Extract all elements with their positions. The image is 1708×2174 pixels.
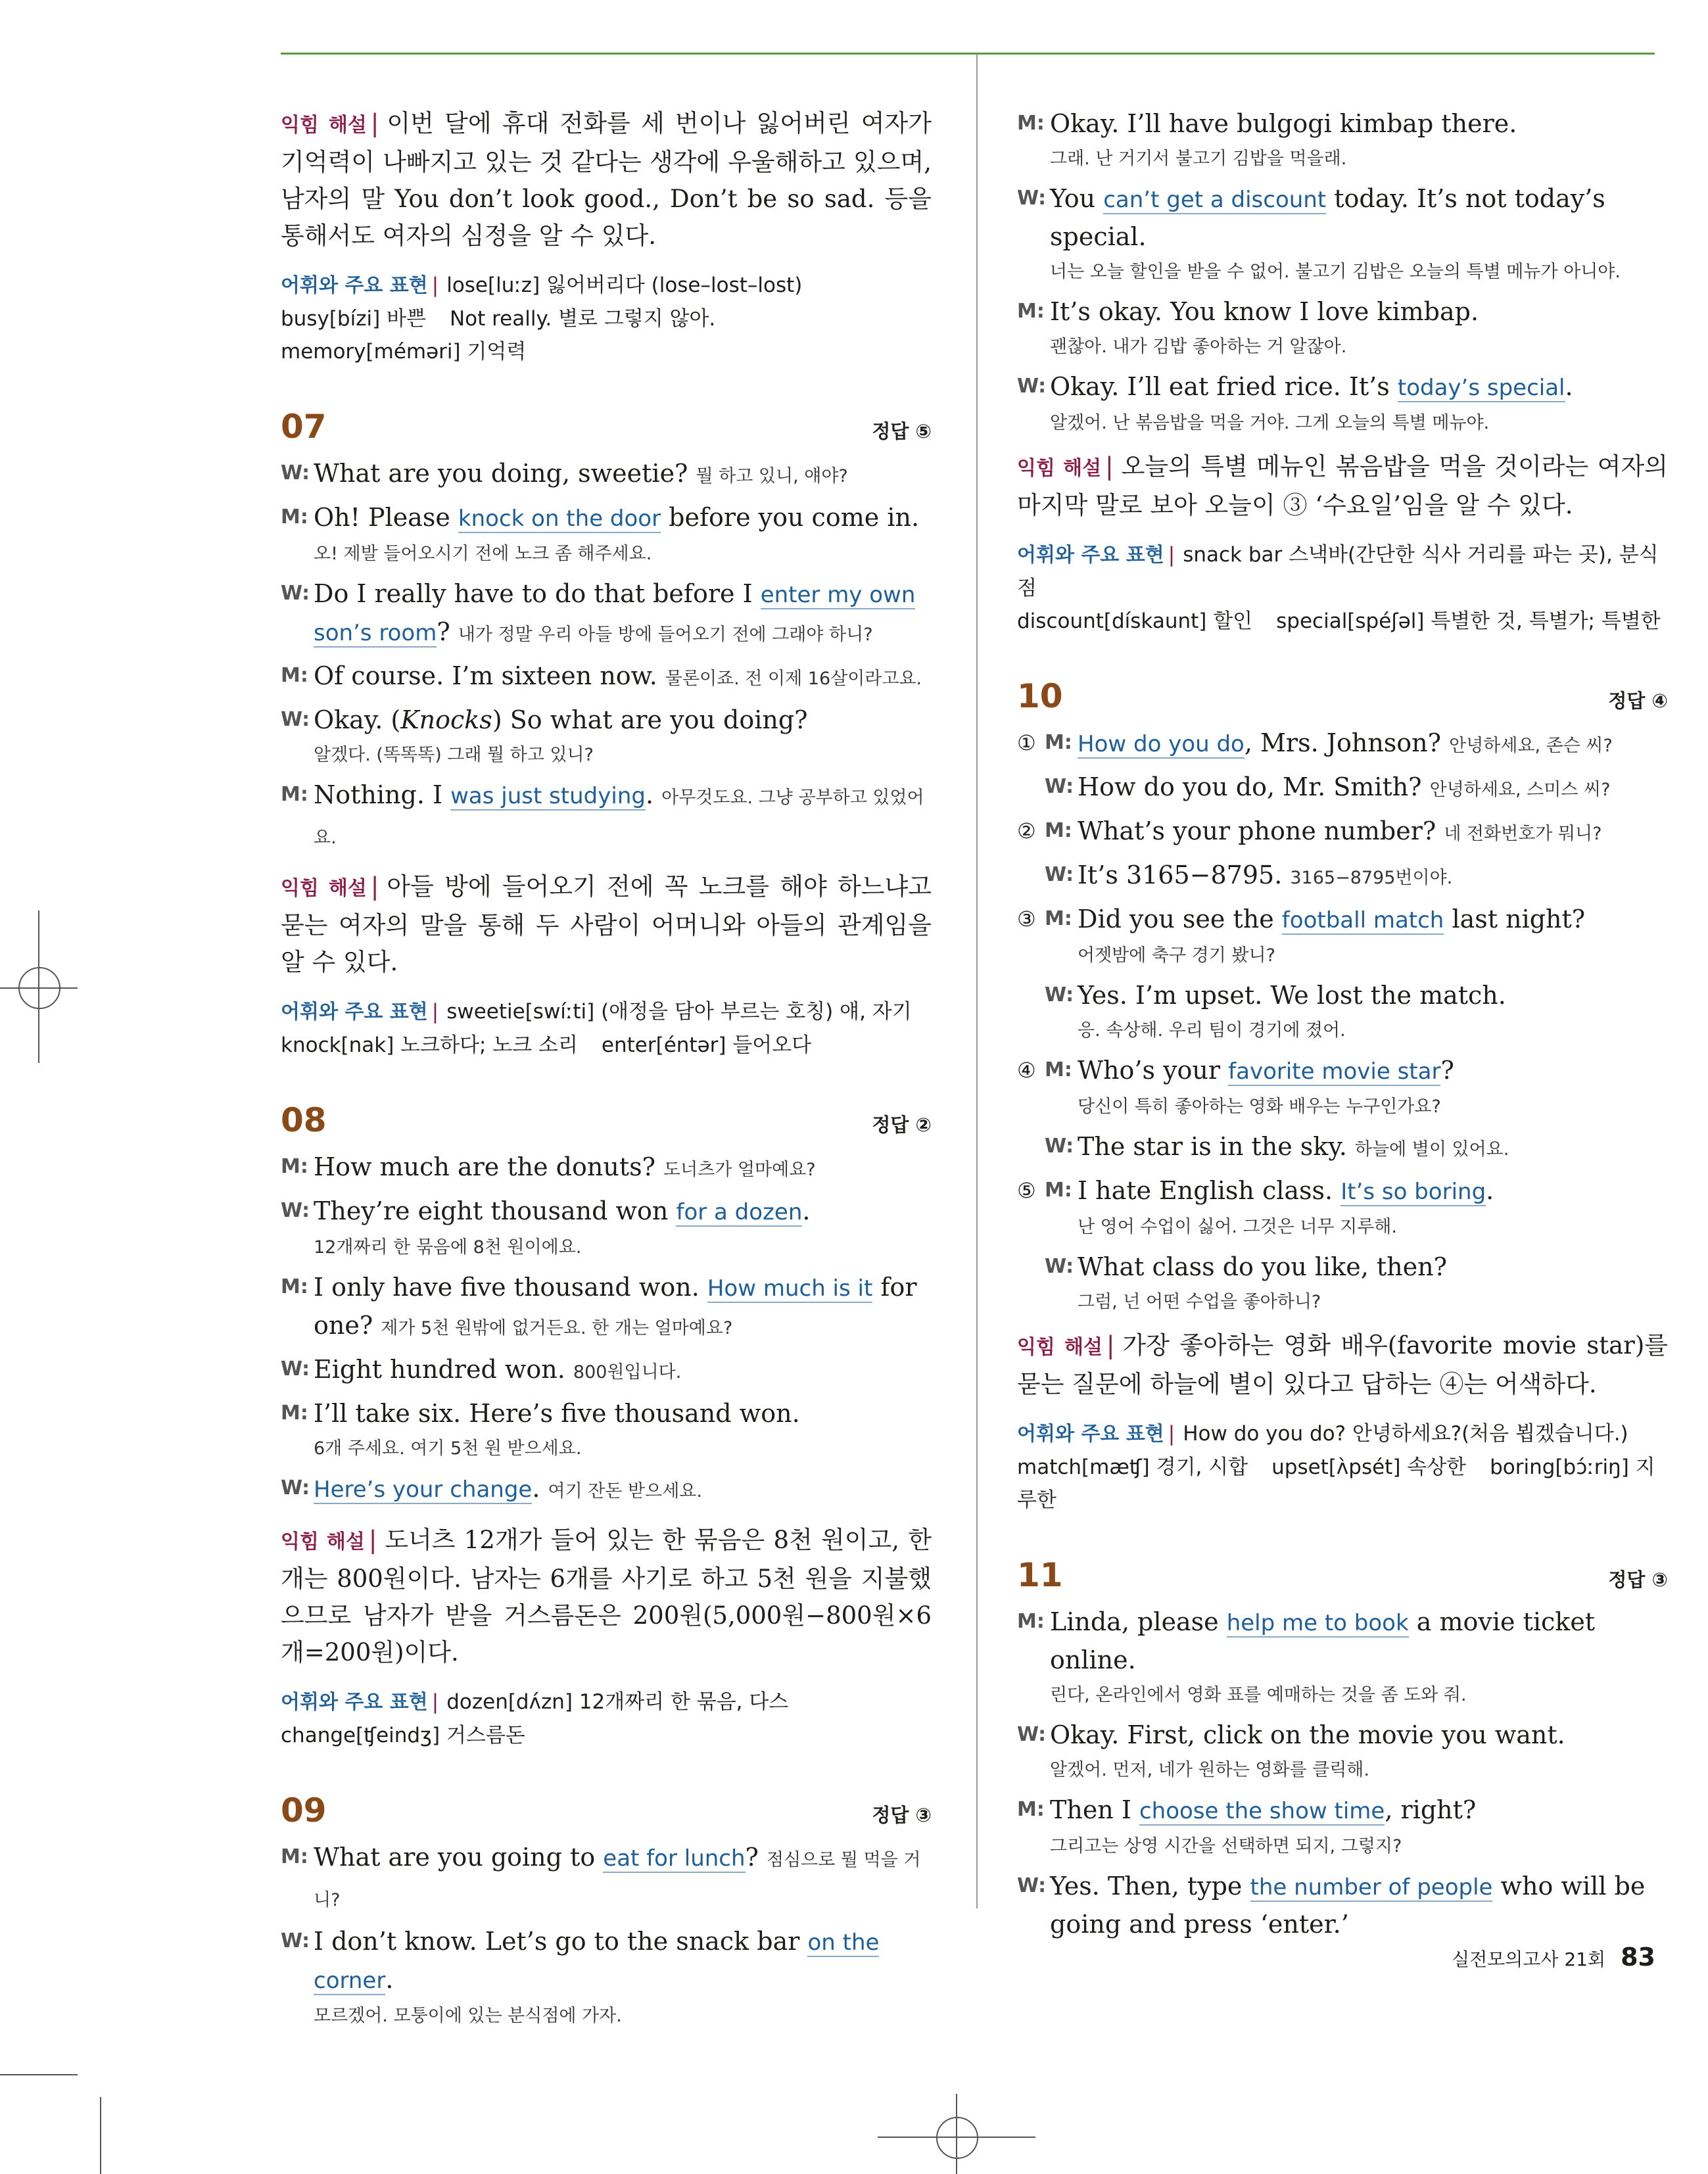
translation: 응. 속상해. 우리 팀이 경기에 졌어. bbox=[1078, 1020, 1346, 1041]
q08-header bbox=[281, 1101, 932, 1139]
registration-mark bbox=[18, 967, 60, 1009]
q09-header bbox=[281, 1791, 932, 1830]
dialogue-line: M: Linda, please help me to book a movie ticket online. bbox=[1017, 1607, 1596, 1674]
crop-mark bbox=[0, 2074, 78, 2075]
answer-badge: 정답 ④ bbox=[1608, 690, 1668, 712]
q06-vocab: 어휘와 주요 표현 | lose[luːz] 잃어버리다 (lose–lost–lost) busy[bízi] 바쁜 Not really. 별로 그렇지 않아. memory[méməri] 기억력 bbox=[281, 273, 803, 364]
dialogue-line: W: Yes. I’m upset. We lost the match. bbox=[1045, 981, 1506, 1010]
column-divider bbox=[976, 55, 978, 1908]
question-number: 11 bbox=[1017, 1556, 1063, 1594]
dialogue-line: M: How much are the donuts? 도너츠가 얼마예요? bbox=[281, 1152, 816, 1181]
q11-header bbox=[1017, 1556, 1668, 1594]
answer-badge: 정답 ③ bbox=[1608, 1569, 1668, 1591]
translation: 그럼, 넌 어떤 수업을 좋아하니? bbox=[1078, 1292, 1321, 1312]
question-number: 08 bbox=[281, 1101, 327, 1139]
q09-vocab: 어휘와 주요 표현 | snack bar 스낵바(간단한 식사 거리를 파는 곳), 분식점 discount[dískaunt] 할인 special[spéʃəl] 특별한 것, 특별가; 특별한 bbox=[1017, 543, 1661, 633]
dialogue-line: ② M: What’s your phone number? 네 전화번호가 뭐니? bbox=[1017, 816, 1602, 845]
q07-vocab: 어휘와 주요 표현 | sweetie[swíːti] (애정을 담아 부르는 호칭) 얘, 자기 knock[nak] 노크하다; 노크 소리 enter[éntər] 들어오다 bbox=[281, 1000, 912, 1057]
question-number: 09 bbox=[281, 1791, 327, 1830]
q07-explanation: 익힘 해설 | 아들 방에 들어오기 전에 꼭 노크를 해야 하느냐고 묻는 여자의 말을 통해 두 사람이 어머니와 아들의 관계임을 알 수 있다. bbox=[281, 872, 932, 976]
translation: 12개짜리 한 묶음에 8천 원이에요. bbox=[314, 1237, 582, 1258]
dialogue-line: W: How do you do, Mr. Smith? 안녕하세요, 스미스 씨? bbox=[1045, 772, 1611, 801]
vocab-label: 어휘와 주요 표현 bbox=[281, 274, 428, 297]
dialogue-line: M: Then I choose the show time, right? bbox=[1017, 1795, 1477, 1824]
translation: 당신이 특히 좋아하는 영화 배우는 누구인가요? bbox=[1078, 1097, 1441, 1117]
dialogue-line: W: Okay. I’ll eat fried rice. It’s today’s special. bbox=[1017, 372, 1573, 401]
answer-badge: 정답 ⑤ bbox=[872, 420, 932, 442]
q10-explanation: 익힘 해설 | 가장 좋아하는 영화 배우(favorite movie star)를 묻는 질문에 하늘에 별이 있다고 답하는 ④는 어색하다. bbox=[1017, 1331, 1668, 1398]
translation: 어젯밤에 축구 경기 봤니? bbox=[1078, 945, 1275, 966]
translation: 괜찮아. 내가 김밥 좋아하는 거 알잖아. bbox=[1050, 337, 1347, 357]
answer-badge: 정답 ② bbox=[872, 1114, 932, 1136]
registration-mark bbox=[936, 2117, 978, 2159]
translation: 알겠어. 난 볶음밥을 먹을 거야. 그게 오늘의 특별 메뉴야. bbox=[1050, 413, 1490, 433]
top-rule bbox=[281, 53, 1655, 55]
translation: 난 영어 수업이 싫어. 그것은 너무 지루해. bbox=[1078, 1217, 1397, 1237]
translation: 린다, 온라인에서 영화 표를 예매하는 것을 좀 도와 줘. bbox=[1050, 1685, 1467, 1705]
dialogue-line: ① M: How do you do, Mrs. Johnson? 안녕하세요, 존슨 씨? bbox=[1017, 728, 1613, 757]
dialogue-line: M: Nothing. I was just studying. 아무것도요. 그냥 공부하고 있었어요. bbox=[281, 780, 924, 848]
translation: 그리고는 상영 시간을 선택하면 되지, 그렇지? bbox=[1050, 1836, 1402, 1856]
q08-explanation: 익힘 해설 | 도너츠 12개가 들어 있는 한 묶음은 8천 원이고, 한 개는 800원이다. 남자는 6개를 사기로 하고 5천 원을 지불했으므로 남자가 받을 거스름돈은 200원(5,000원−800원×6개=200원)이다. bbox=[281, 1526, 932, 1666]
dialogue-line: W: The star is in the sky. 하늘에 별이 있어요. bbox=[1045, 1132, 1509, 1161]
dialogue-line: W: I don’t know. Let’s go to the snack bar on the corner. bbox=[281, 1927, 880, 1994]
q10-vocab: 어휘와 주요 표현 | How do you do? 안녕하세요?(처음 뵙겠습니다.) match[mæʧ] 경기, 시합 upset[ʌ̀psét] 속상한 boring[bɔ́ːriŋ] 지루한 bbox=[1017, 1422, 1655, 1512]
dialogue-line: W: You can’t get a discount today. It’s not today’s special. bbox=[1017, 184, 1605, 251]
translation: 너는 오늘 할인을 받을 수 없어. 불고기 김밥은 오늘의 특별 메뉴가 아니야. bbox=[1050, 262, 1621, 282]
question-number: 10 bbox=[1017, 677, 1063, 715]
dialogue-line: M: Oh! Please knock on the door before you come in. bbox=[281, 503, 920, 532]
page-footer bbox=[1452, 1943, 1655, 1972]
dialogue-line: W: Do I really have to do that before I enter my own son’s room? 내가 정말 우리 아들 방에 들어오기 전에 그래야 하니? bbox=[281, 579, 916, 646]
dialogue-line: W: It’s 3165−8795. 3165−8795번이야. bbox=[1045, 861, 1453, 889]
explanation-label: 익힘 해설 bbox=[281, 114, 367, 137]
dialogue-line: ③ M: Did you see the football match last night? bbox=[1017, 905, 1586, 933]
page-number: 83 bbox=[1621, 1943, 1655, 1972]
dialogue-line: M: I only have five thousand won. How much is it for one? 제가 5천 원밖에 없거든요. 한 개는 얼마예요? bbox=[281, 1273, 917, 1340]
dialogue-line: W: What class do you like, then? bbox=[1045, 1252, 1447, 1281]
dialogue-line: M: What are you going to eat for lunch? 점심으로 뭘 먹을 거니? bbox=[281, 1843, 921, 1910]
dialogue-line: W: Here’s your change. 여기 잔돈 받으세요. bbox=[281, 1474, 702, 1503]
dialogue-line: W: Okay. (Knocks) So what are you doing? bbox=[281, 705, 808, 734]
q09-explanation: 익힘 해설 | 오늘의 특별 메뉴인 볶음밥을 먹을 것이라는 여자의 마지막 말로 보아 오늘이 ③ ‘수요일’임을 알 수 있다. bbox=[1017, 452, 1668, 519]
translation: 6개 주세요. 여기 5천 원 받으세요. bbox=[314, 1438, 582, 1459]
q08-vocab: 어휘와 주요 표현 | dozen[dʌ́zn] 12개짜리 한 묶음, 다스 change[ʧeindʒ] 거스름돈 bbox=[281, 1690, 789, 1747]
dialogue-line: M: I’ll take six. Here’s five thousand won. bbox=[281, 1399, 800, 1428]
footer-title: 실전모의고사 21회 bbox=[1452, 1949, 1606, 1970]
dialogue-line: M: Okay. I’ll have bulgogi kimbap there. bbox=[1017, 109, 1517, 138]
translation: 그래. 난 거기서 불고기 김밥을 먹을래. bbox=[1050, 149, 1347, 169]
translation: 알겠어. 먼저, 네가 원하는 영화를 클릭해. bbox=[1050, 1760, 1369, 1780]
dialogue-line: ⑤ M: I hate English class. It’s so boring. bbox=[1017, 1176, 1494, 1205]
dialogue-line: M: It’s okay. You know I love kimbap. bbox=[1017, 297, 1479, 326]
question-number: 07 bbox=[281, 408, 327, 446]
dialogue-line: W: What are you doing, sweetie? 뭘 하고 있니, 얘야? bbox=[281, 459, 848, 488]
dialogue-line: W: Yes. Then, type the number of people who will be going and press ‘enter.’ bbox=[1017, 1872, 1646, 1939]
translation: 오! 제발 들어오시기 전에 노크 좀 해주세요. bbox=[314, 544, 652, 564]
dialogue-line: W: Okay. First, click on the movie you want. bbox=[1017, 1720, 1565, 1749]
dialogue-line: W: Eight hundred won. 800원입니다. bbox=[281, 1355, 682, 1384]
dialogue-line: W: They’re eight thousand won for a dozen. bbox=[281, 1196, 811, 1225]
q10-header bbox=[1017, 677, 1668, 715]
q07-header bbox=[281, 408, 932, 446]
q06-explanation: 익힘 해설 | 이번 달에 휴대 전화를 세 번이나 잃어버린 여자가 기억력이 나빠지고 있는 것 같다는 생각에 우울해하고 있으며, 남자의 말 You don’t look good., Don’t be so sad. 등을 통해서도 여자의 심정을 알 수 있다. bbox=[281, 109, 932, 250]
dialogue-line: ④ M: Who’s your favorite movie star? bbox=[1017, 1056, 1454, 1085]
translation: 모르겠어. 모퉁이에 있는 분식점에 가자. bbox=[314, 2006, 622, 2026]
dialogue-line: M: Of course. I’m sixteen now. 물론이죠. 전 이제 16살이라고요. bbox=[281, 661, 922, 690]
answer-badge: 정답 ③ bbox=[872, 1804, 932, 1826]
crop-mark bbox=[100, 2097, 101, 2174]
left-column bbox=[281, 105, 932, 2037]
translation: 알겠다. (똑똑똑) 그래 뭘 하고 있니? bbox=[314, 745, 594, 765]
right-column bbox=[1017, 105, 1668, 1947]
